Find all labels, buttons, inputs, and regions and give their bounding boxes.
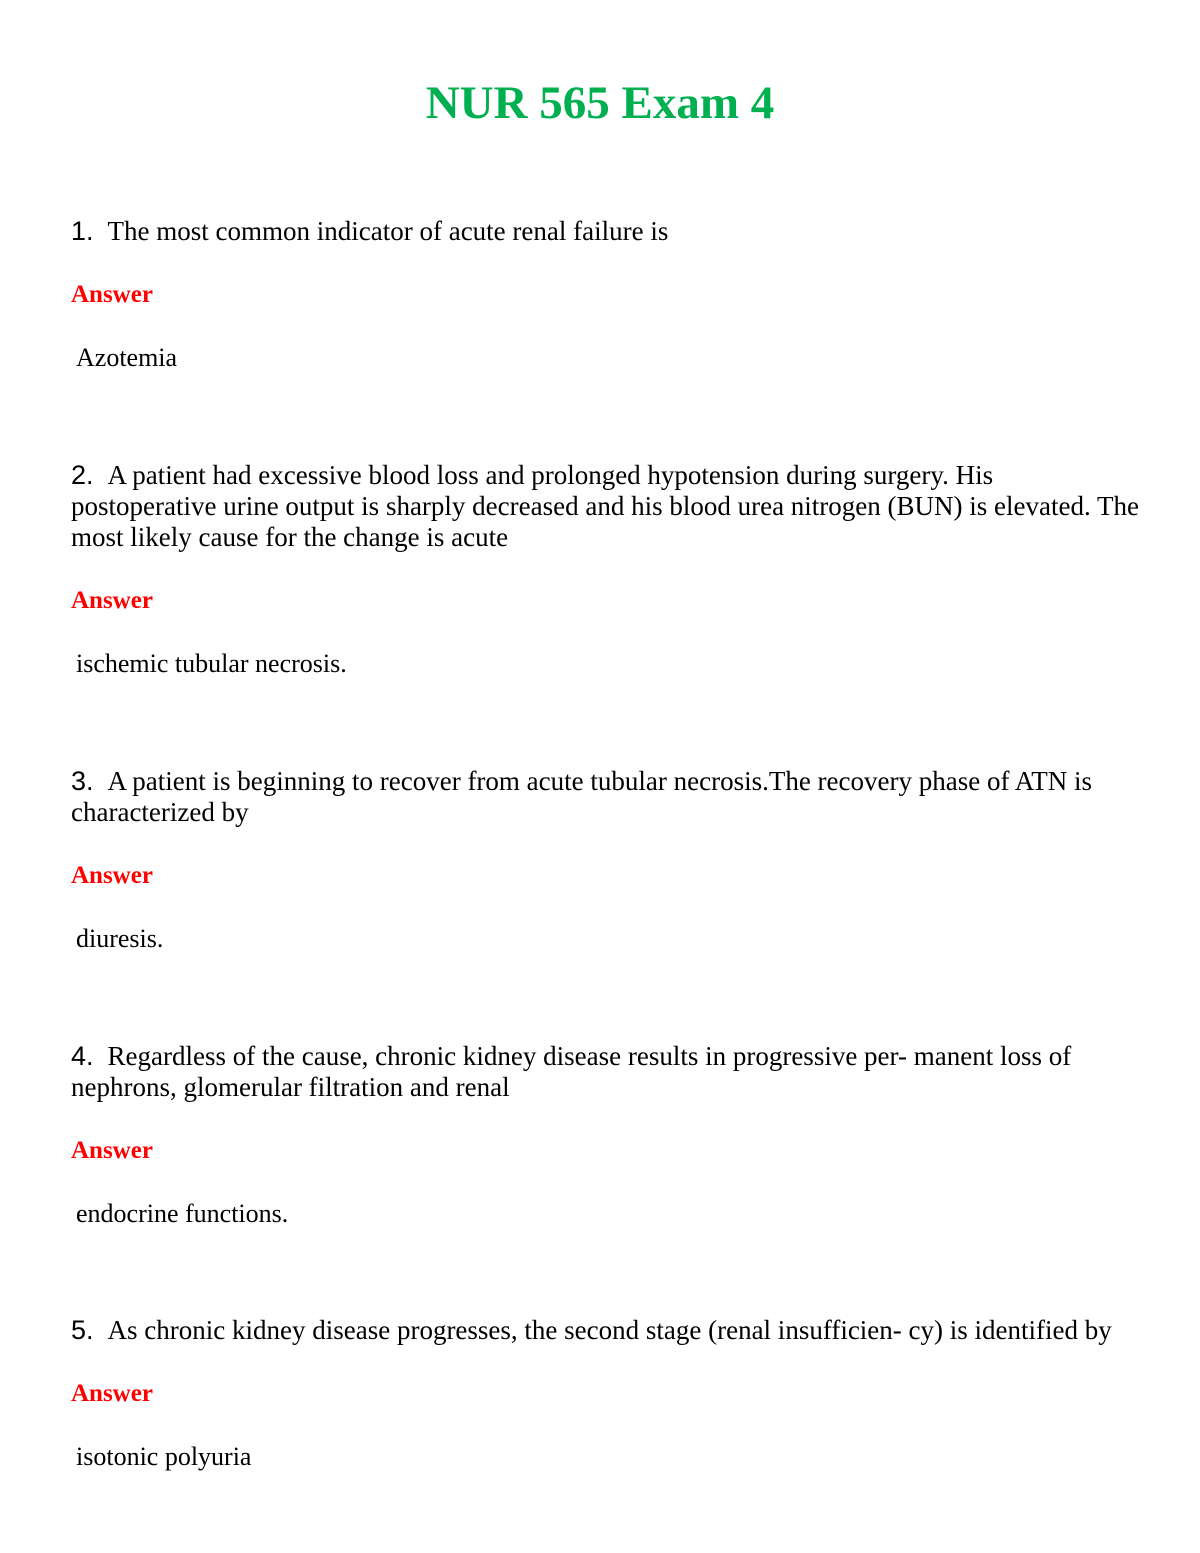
answer-label: Answer (71, 862, 153, 889)
question-4 (71, 1041, 1141, 1103)
question-block-4 (71, 1041, 1141, 1229)
answer-label: Answer (71, 587, 153, 614)
answer-label: Answer (71, 1380, 153, 1407)
question-block-2 (71, 460, 1141, 679)
answer-text: isotonic polyuria (76, 1442, 252, 1471)
question-number: 5. (71, 1315, 94, 1345)
question-text: A patient had excessive blood loss and prolonged hypotension during surgery. His postoperative urine output is sharply decreased and his blood urea nitrogen (BUN) is elevated. The most likely cause for the change is acute (71, 460, 1139, 552)
document-title: NUR 565 Exam 4 (425, 77, 775, 129)
question-block-3 (71, 766, 1141, 954)
answer-text: Azotemia (76, 343, 178, 372)
question-1 (71, 216, 1141, 247)
question-text: Regardless of the cause, chronic kidney disease results in progressive per- manent loss of nephrons, glomerular filtration and renal (71, 1041, 1072, 1102)
answer-text: endocrine functions. (76, 1199, 289, 1228)
question-number: 3. (71, 766, 94, 796)
question-block-5 (71, 1315, 1181, 1472)
answer-text: ischemic tubular necrosis. (76, 649, 347, 678)
question-number: 1. (71, 216, 94, 246)
question-3 (71, 766, 1141, 828)
question-text: The most common indicator of acute renal failure is (107, 216, 669, 246)
answer-label: Answer (71, 281, 153, 308)
question-number: 2. (71, 460, 94, 490)
question-block-1 (71, 216, 1141, 373)
question-text: A patient is beginning to recover from acute tubular necrosis.The recovery phase of ATN is characterized by (71, 766, 1092, 827)
question-text: As chronic kidney disease progresses, the second stage (renal insufficien- cy) is identified by (107, 1315, 1112, 1345)
answer-label: Answer (71, 1137, 153, 1164)
question-5 (71, 1315, 1181, 1346)
question-2 (71, 460, 1141, 553)
question-number: 4. (71, 1041, 94, 1071)
answer-text: diuresis. (76, 924, 164, 953)
